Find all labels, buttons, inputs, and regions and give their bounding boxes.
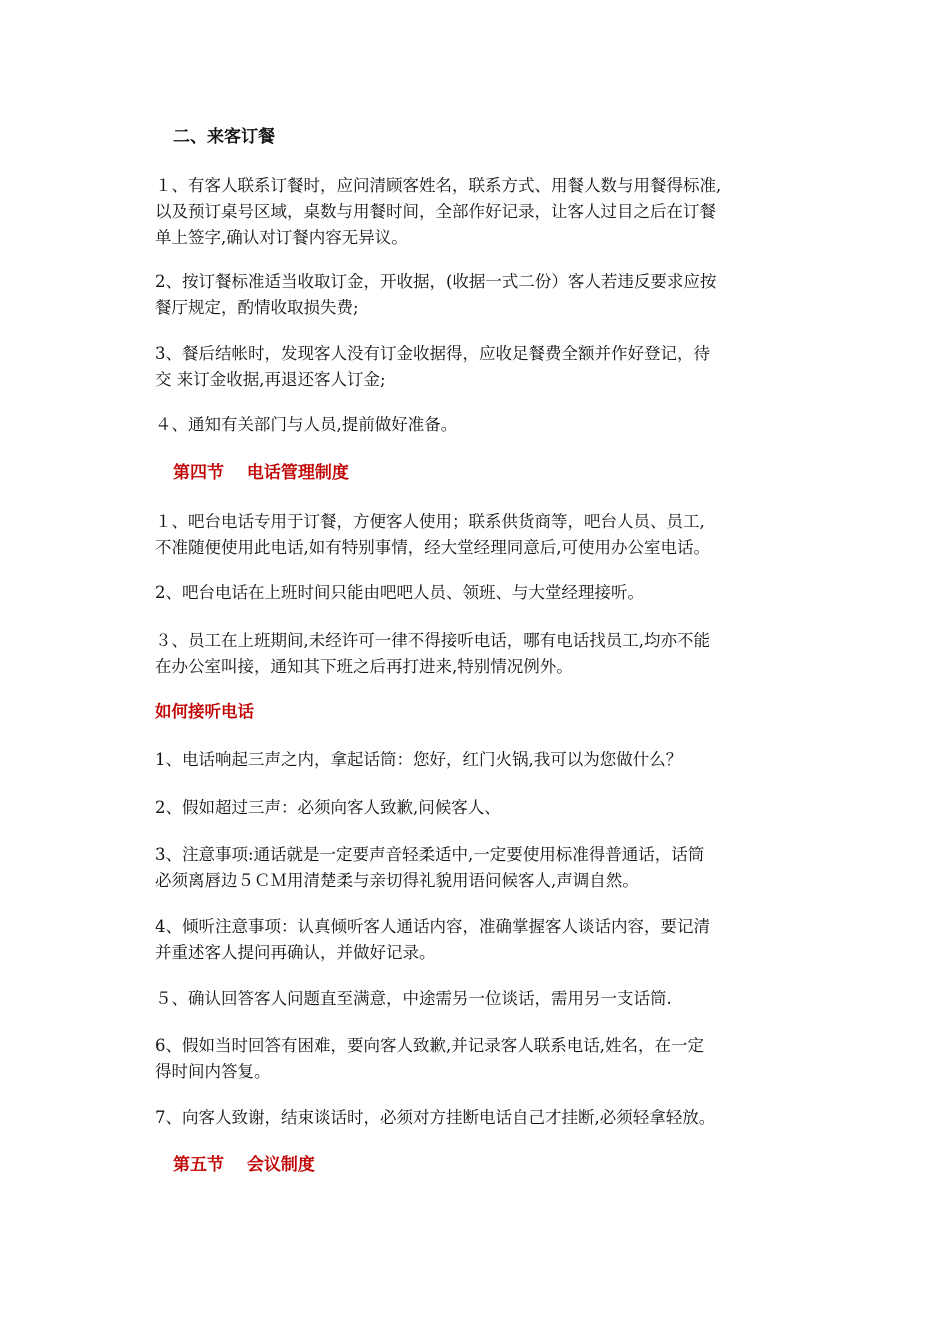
paragraph-ordering-1 [155,173,805,251]
subheading-answer-phone: 如何接听电话 [155,702,254,721]
text-line: 6、假如当时回答有困难，要向客人致歉,并记录客人联系电话,姓名，在一定 [155,1036,704,1055]
text-line: 并重述客人提问再确认，并做好记录。 [155,943,436,962]
paragraph-answer-5 [155,986,805,1012]
text-line: １、吧台电话专用于订餐，方便客人使用；联系供货商等，吧台人员、员工, [155,512,705,531]
text-line: 4、倾听注意事项：认真倾听客人通话内容，准确掌握客人谈话内容，要记清 [155,917,710,936]
text-line: 以及预订桌号区域，桌数与用餐时间，全部作好记录，让客人过目之后在订餐 [155,202,716,221]
paragraph-ordering-4 [155,412,805,438]
text-line: ３、员工在上班期间,未经许可一律不得接听电话，哪有电话找员工,均亦不能 [155,631,710,650]
text-line: 3、餐后结帐时，发现客人没有订金收据得，应收足餐费全额并作好登记，待 [155,344,710,363]
text-line: 2、假如超过三声：必须向客人致歉,问候客人、 [155,798,501,817]
paragraph-answer-6 [155,1033,805,1085]
paragraph-answer-4 [155,914,805,966]
text-line: 交 来订金收据,再退还客人订金; [155,370,386,389]
section-heading-meeting-system: 第五节 会议制度 [173,1155,315,1175]
section-heading-phone-management: 第四节 电话管理制度 [173,463,349,483]
section-heading-customer-ordering: 二、来客订餐 [173,127,275,147]
paragraph-answer-3 [155,842,805,894]
text-line: 餐厅规定，酌情收取损失费; [155,298,359,317]
text-line: 单上签字,确认对订餐内容无异议。 [155,228,408,247]
paragraph-phone-1 [155,509,805,561]
text-line: 在办公室叫接，通知其下班之后再打进来,特别情况例外。 [155,657,573,676]
paragraph-answer-2 [155,795,805,821]
text-line: 3、注意事项:通话就是一定要声音轻柔适中,一定要使用标准得普通话，话筒 [155,845,705,864]
text-line: 必须离唇边５ＣＭ用清楚柔与亲切得礼貌用语问候客人,声调自然。 [155,871,639,890]
paragraph-ordering-3 [155,341,805,393]
paragraph-ordering-2 [155,269,805,321]
text-line: 7、向客人致谢，结束谈话时，必须对方挂断电话自己才挂断,必须轻拿轻放。 [155,1108,716,1127]
text-line: 得时间内答复。 [155,1062,271,1081]
paragraph-phone-2 [155,580,805,606]
text-line: 2、按订餐标准适当收取订金，开收据，(收据一式二份）客人若违反要求应按 [155,272,717,291]
paragraph-answer-7 [155,1105,805,1131]
text-line: ４、通知有关部门与人员,提前做好准备。 [155,415,458,434]
text-line: 不准随便使用此电话,如有特别事情，经大堂经理同意后,可使用办公室电话。 [155,538,710,557]
text-line: ５、确认回答客人问题直至满意，中途需另一位谈话，需用另一支话筒. [155,989,672,1008]
text-line: 2、吧台电话在上班时间只能由吧吧人员、领班、与大堂经理接听。 [155,583,644,602]
text-line: 1、电话响起三声之内，拿起话筒：您好，红门火锅,我可以为您做什么？ [155,750,683,769]
paragraph-phone-3 [155,628,805,680]
paragraph-answer-1 [155,747,805,773]
text-line: １、有客人联系订餐时，应问清顾客姓名，联系方式、用餐人数与用餐得标准, [155,176,722,195]
